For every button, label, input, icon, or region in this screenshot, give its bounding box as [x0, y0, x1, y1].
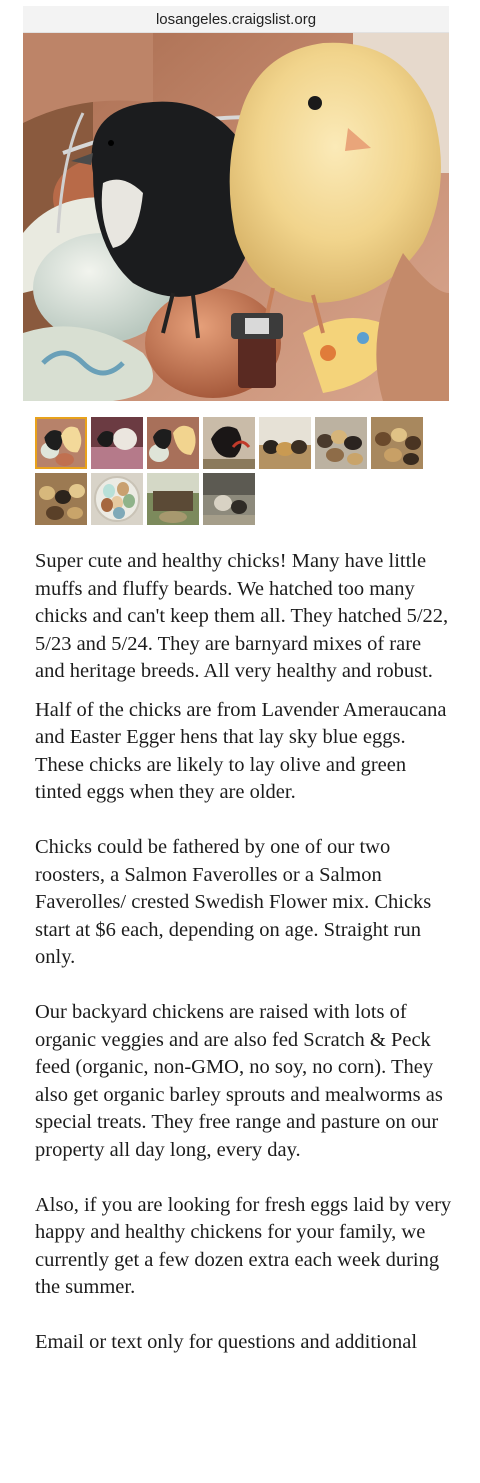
description-paragraph: Our backyard chickens are raised with lots of organic veggies and are also fed Scratch & Peck feed (organic, non-GMO, no soy, no corn). They also get organic barley sprouts and mealworms as special treats. They free range and pasture on our property all day long, every day.	[35, 1001, 443, 1161]
description-paragraph: Super cute and healthy chicks! Many have little muffs and fluffy beards. We hatched too many chicks and can't keep them all. They hatched 5/22, 5/23 and 5/24. They are barnyard mixes of rare and heritage breeds. All very healthy and robust.	[35, 550, 449, 682]
address-bar[interactable]	[23, 6, 449, 33]
thumbnail-2[interactable]	[91, 417, 143, 469]
thumbnail-image	[35, 473, 87, 525]
thumbnail-image	[91, 417, 143, 469]
thumbnail-image	[147, 473, 199, 525]
description-paragraph: Email or text only for questions and additional	[35, 1331, 418, 1353]
thumbnail-4[interactable]	[203, 417, 255, 469]
thumbnail-7[interactable]	[371, 417, 423, 469]
thumbnail-image	[203, 417, 255, 469]
thumbnail-3[interactable]	[147, 417, 199, 469]
url-text: losangeles.craigslist.org	[155, 10, 317, 28]
description-paragraph: Also, if you are looking for fresh eggs laid by very happy and healthy chickens for your family, we currently get a few dozen extra each week during the summer.	[35, 1193, 452, 1298]
thumbnail-image	[315, 417, 367, 469]
thumbnail-11[interactable]	[203, 473, 255, 525]
thumbnail-6[interactable]	[315, 417, 367, 469]
thumbnail-10[interactable]	[147, 473, 199, 525]
thumbnail-image	[371, 417, 423, 469]
thumbnail-1[interactable]	[35, 417, 87, 469]
thumbnail-image	[147, 417, 199, 469]
thumbnail-image	[203, 473, 255, 525]
description-paragraph: Half of the chicks are from Lavender Ameraucana and Easter Egger hens that lay sky blue eggs. These chicks are likely to lay olive and green tinted eggs when they are older.	[35, 698, 447, 803]
listing-description	[35, 548, 455, 1357]
thumbnail-5[interactable]	[259, 417, 311, 469]
thumbnail-9[interactable]	[91, 473, 143, 525]
description-paragraph: Chicks could be fathered by one of our two roosters, a Salmon Faverolles or a Salmon Faverolles/ crested Swedish Flower mix. Chicks start at $6 each, depending on age. Straight run only.	[35, 836, 432, 968]
main-listing-image[interactable]	[23, 33, 449, 401]
thumbnail-image	[91, 473, 143, 525]
thumbnail-image	[259, 417, 311, 469]
chicks-photo	[23, 33, 449, 401]
thumbnail-image	[37, 419, 85, 467]
thumbnail-8[interactable]	[35, 473, 87, 525]
